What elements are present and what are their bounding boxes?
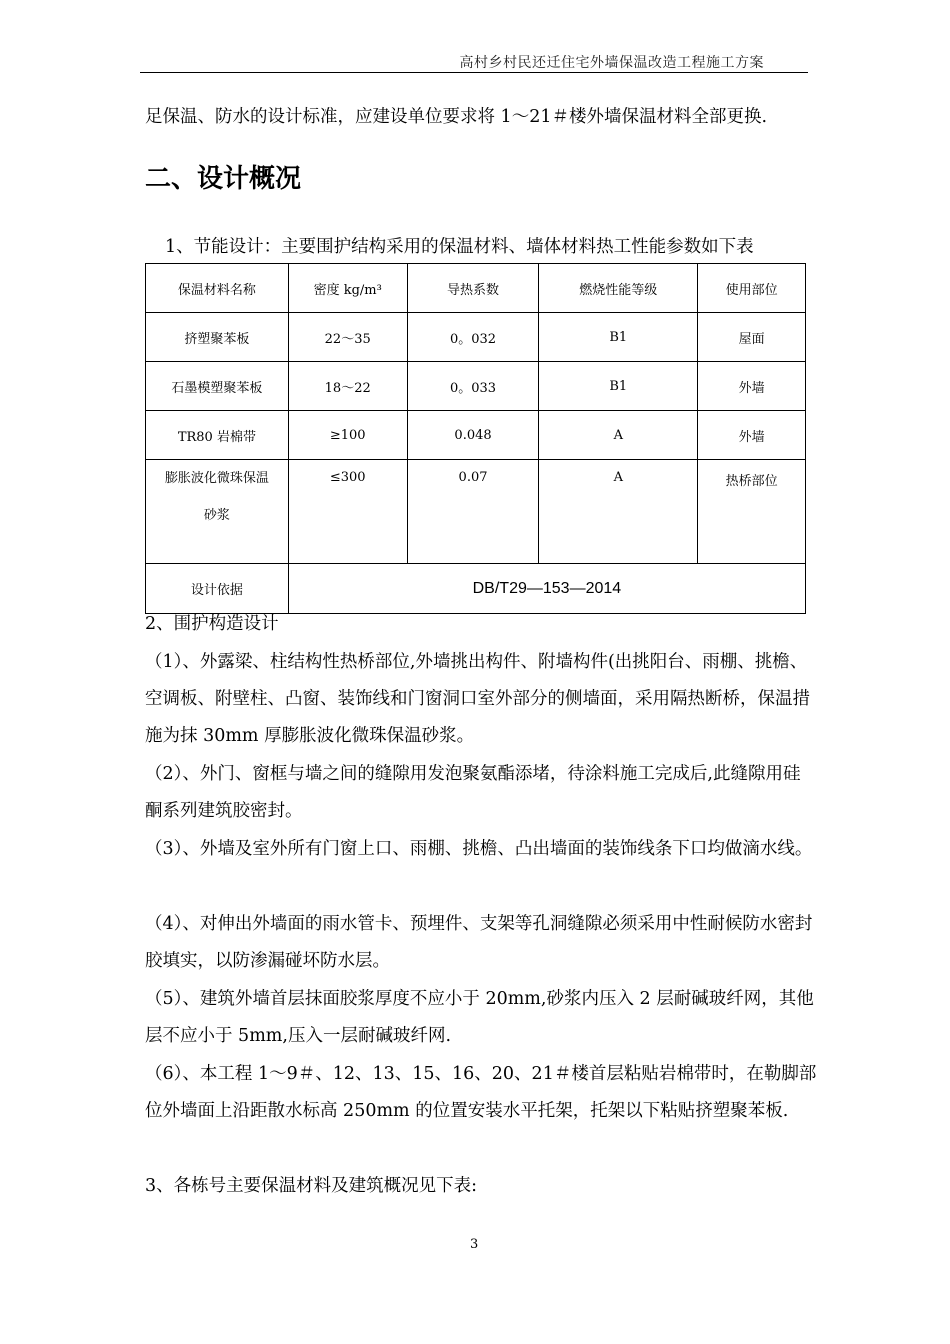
page-number: 3 [470,1237,479,1252]
table-row [146,362,806,411]
table-row [146,313,806,362]
table-cell: 0。033 [407,362,539,411]
list-item: （4）、对伸出外墙面的雨水管卡、预埋件、支架等孔洞缝隙必须采用中性耐候防水密封胶填实，以防渗漏碰坏防水层。 [145,914,813,971]
page-header-title: 高村乡村民还迁住宅外墙保温改造工程施工方案 [459,55,764,71]
table-cell: 热桥部位 [698,460,806,564]
list-item: （6）、本工程 1～9＃、12、13、15、16、20、21＃楼首层粘贴岩棉带时，在勒脚部位外墙面上沿距散水标高 250mm 的位置安装水平托架，托架以下粘贴挤塑聚苯板. [145,1064,817,1121]
header-rule [140,72,808,73]
list-item: （1）、外露梁、柱结构性热桥部位,外墙挑出构件、附墙构件(出挑阳台、雨棚、挑檐、空调板、附壁柱、凸窗、装饰线和门窗洞口室外部分的侧墙面，采用隔热断桥，保温措施为抹 30mm 厚膨胀波化微珠保温砂浆。 [145,652,810,746]
basis-value: DB/T29—153—2014 [288,564,805,614]
table-cell: 外墙 [698,411,806,460]
table-cell: A [539,460,698,564]
table-header-row [146,264,806,313]
table-cell: B1 [539,313,698,362]
list-item: （3）、外墙及室外所有门窗上口、雨棚、挑檐、凸出墙面的装饰线条下口均做滴水线。 [145,839,813,859]
basis-label: 设计依据 [146,564,289,614]
intro-line: 足保温、防水的设计标准，应建设单位要求将 1～21＃楼外墙保温材料全部更换. [145,107,768,127]
table-header-cell: 导热系数 [407,264,539,313]
list-item: （2）、外门、窗框与墙之间的缝隙用发泡聚氨酯添堵，待涂料施工完成后,此缝隙用硅酮系列建筑胶密封。 [145,764,801,821]
table-cell: B1 [539,362,698,411]
table-intro: 1、节能设计：主要围护结构采用的保温材料、墙体材料热工性能参数如下表 [165,237,754,257]
thermal-params-table [145,263,806,614]
subsection-heading: 2、围护构造设计 [145,614,279,634]
table-header-cell: 密度 kg/m³ [288,264,407,313]
list-item: （5）、建筑外墙首层抹面胶浆厚度不应小于 20mm,砂浆内压入 2 层耐碱玻纤网，其他层不应小于 5mm,压入一层耐碱玻纤网. [145,989,814,1046]
section-heading: 二、设计概况 [145,164,302,194]
table-cell: 0.048 [407,411,539,460]
table-cell: 0.07 [407,460,539,564]
table-header-cell: 使用部位 [698,264,806,313]
table-cell: 0。032 [407,313,539,362]
table-cell: 挤塑聚苯板 [146,313,289,362]
table-cell: 膨胀波化微珠保温砂浆 [146,460,289,564]
table-row [146,411,806,460]
table-header-cell: 燃烧性能等级 [539,264,698,313]
table-cell: 石墨模塑聚苯板 [146,362,289,411]
subsection-heading: 3、各栋号主要保温材料及建筑概况见下表: [145,1176,478,1196]
table-cell: 屋面 [698,313,806,362]
table-cell: ≤300 [288,460,407,564]
table-cell: 外墙 [698,362,806,411]
table-cell: TR80 岩棉带 [146,411,289,460]
table-cell: 18～22 [288,362,407,411]
table-header-cell: 保温材料名称 [146,264,289,313]
table-cell: ≥100 [288,411,407,460]
table-cell: A [539,411,698,460]
table-cell: 22～35 [288,313,407,362]
table-row [146,460,806,564]
